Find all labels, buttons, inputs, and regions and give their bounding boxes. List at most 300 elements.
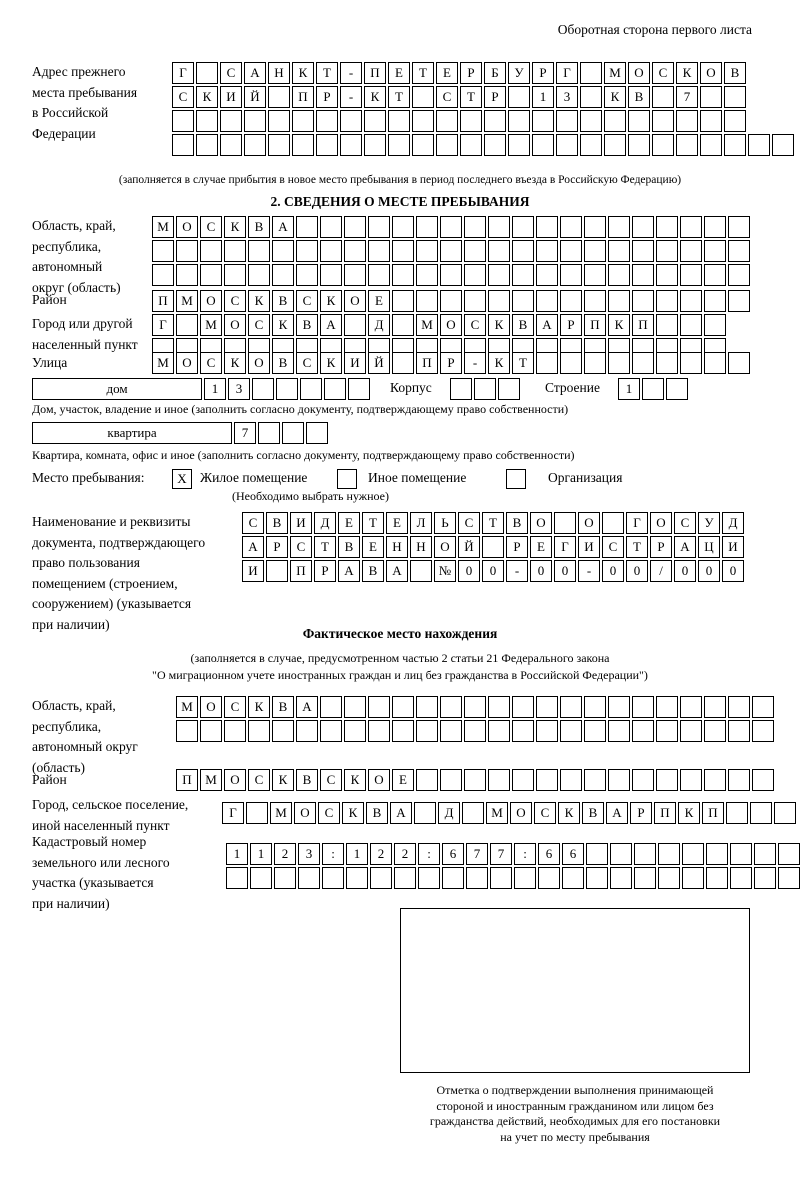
char-cell[interactable]: [176, 264, 198, 286]
char-cell[interactable]: [512, 290, 534, 312]
char-cell[interactable]: С: [224, 696, 246, 718]
char-cell[interactable]: [604, 134, 626, 156]
char-cell[interactable]: М: [200, 769, 222, 791]
char-cell[interactable]: [536, 769, 558, 791]
char-cell[interactable]: [364, 110, 386, 132]
char-cell[interactable]: [440, 769, 462, 791]
char-cell[interactable]: [440, 290, 462, 312]
char-cell[interactable]: О: [650, 512, 672, 534]
char-cell[interactable]: [656, 314, 678, 336]
char-cell[interactable]: К: [342, 802, 364, 824]
char-cell[interactable]: С: [318, 802, 340, 824]
char-cell[interactable]: [580, 62, 602, 84]
char-cell[interactable]: [656, 769, 678, 791]
char-cell[interactable]: [652, 134, 674, 156]
char-cell[interactable]: [752, 769, 774, 791]
char-cell[interactable]: [416, 240, 438, 262]
char-cell[interactable]: [296, 720, 318, 742]
char-cell[interactable]: [584, 720, 606, 742]
char-cell[interactable]: [498, 378, 520, 400]
char-cell[interactable]: П: [290, 560, 312, 582]
char-cell[interactable]: [700, 110, 722, 132]
char-cell[interactable]: [652, 86, 674, 108]
char-cell[interactable]: [368, 216, 390, 238]
char-cell[interactable]: 0: [530, 560, 552, 582]
char-cell[interactable]: Й: [368, 352, 390, 374]
char-cell[interactable]: [652, 110, 674, 132]
char-cell[interactable]: [224, 240, 246, 262]
char-cell[interactable]: [658, 843, 680, 865]
char-cell[interactable]: О: [440, 314, 462, 336]
char-cell[interactable]: [680, 696, 702, 718]
char-cell[interactable]: [512, 240, 534, 262]
char-cell[interactable]: [436, 110, 458, 132]
street-grid[interactable]: [152, 352, 752, 376]
char-cell[interactable]: -: [340, 62, 362, 84]
char-cell[interactable]: М: [152, 216, 174, 238]
char-cell[interactable]: Г: [152, 314, 174, 336]
char-cell[interactable]: [562, 867, 584, 889]
char-cell[interactable]: Е: [530, 536, 552, 558]
char-cell[interactable]: [580, 110, 602, 132]
char-cell[interactable]: П: [176, 769, 198, 791]
stamp-box[interactable]: [400, 908, 750, 1073]
char-cell[interactable]: 1: [532, 86, 554, 108]
char-cell[interactable]: [316, 134, 338, 156]
char-cell[interactable]: [176, 314, 198, 336]
char-cell[interactable]: [224, 720, 246, 742]
char-cell[interactable]: [724, 134, 746, 156]
char-cell[interactable]: Р: [630, 802, 652, 824]
char-cell[interactable]: [268, 134, 290, 156]
char-cell[interactable]: [344, 720, 366, 742]
char-cell[interactable]: [246, 802, 268, 824]
char-cell[interactable]: [244, 134, 266, 156]
char-cell[interactable]: Р: [484, 86, 506, 108]
char-cell[interactable]: [248, 240, 270, 262]
char-cell[interactable]: [608, 264, 630, 286]
char-cell[interactable]: Г: [172, 62, 194, 84]
char-cell[interactable]: [704, 352, 726, 374]
char-cell[interactable]: [610, 867, 632, 889]
char-cell[interactable]: [706, 867, 728, 889]
char-cell[interactable]: [482, 536, 504, 558]
char-cell[interactable]: 0: [674, 560, 696, 582]
char-cell[interactable]: В: [512, 314, 534, 336]
char-cell[interactable]: [656, 720, 678, 742]
char-cell[interactable]: [412, 134, 434, 156]
char-cell[interactable]: [440, 216, 462, 238]
char-cell[interactable]: 0: [602, 560, 624, 582]
char-cell[interactable]: [656, 696, 678, 718]
char-cell[interactable]: [462, 802, 484, 824]
char-cell[interactable]: 2: [274, 843, 296, 865]
char-cell[interactable]: 0: [626, 560, 648, 582]
char-cell[interactable]: [730, 867, 752, 889]
char-cell[interactable]: [584, 352, 606, 374]
char-cell[interactable]: [632, 352, 654, 374]
char-cell[interactable]: С: [464, 314, 486, 336]
char-cell[interactable]: С: [290, 536, 312, 558]
char-cell[interactable]: [488, 696, 510, 718]
char-cell[interactable]: 6: [562, 843, 584, 865]
char-cell[interactable]: С: [296, 290, 318, 312]
char-cell[interactable]: [176, 240, 198, 262]
char-cell[interactable]: [464, 769, 486, 791]
char-cell[interactable]: Ь: [434, 512, 456, 534]
char-cell[interactable]: [268, 110, 290, 132]
char-cell[interactable]: [724, 110, 746, 132]
char-cell[interactable]: [412, 86, 434, 108]
char-cell[interactable]: С: [534, 802, 556, 824]
char-cell[interactable]: В: [272, 696, 294, 718]
char-cell[interactable]: [306, 422, 328, 444]
char-cell[interactable]: [388, 110, 410, 132]
char-cell[interactable]: 1: [618, 378, 640, 400]
char-cell[interactable]: [488, 216, 510, 238]
char-cell[interactable]: [440, 240, 462, 262]
char-cell[interactable]: А: [338, 560, 360, 582]
char-cell[interactable]: О: [510, 802, 532, 824]
char-cell[interactable]: С: [200, 352, 222, 374]
char-cell[interactable]: [628, 110, 650, 132]
char-cell[interactable]: Д: [314, 512, 336, 534]
char-cell[interactable]: Д: [722, 512, 744, 534]
char-cell[interactable]: И: [242, 560, 264, 582]
char-cell[interactable]: А: [390, 802, 412, 824]
char-cell[interactable]: О: [578, 512, 600, 534]
char-cell[interactable]: [298, 867, 320, 889]
char-cell[interactable]: [274, 867, 296, 889]
char-cell[interactable]: [586, 867, 608, 889]
char-cell[interactable]: Е: [392, 769, 414, 791]
char-cell[interactable]: В: [506, 512, 528, 534]
char-cell[interactable]: [368, 264, 390, 286]
char-cell[interactable]: П: [152, 290, 174, 312]
char-cell[interactable]: О: [530, 512, 552, 534]
char-cell[interactable]: С: [602, 536, 624, 558]
char-cell[interactable]: [392, 264, 414, 286]
char-cell[interactable]: [754, 867, 776, 889]
char-cell[interactable]: [536, 264, 558, 286]
char-cell[interactable]: О: [368, 769, 390, 791]
char-cell[interactable]: А: [320, 314, 342, 336]
char-cell[interactable]: [418, 867, 440, 889]
char-cell[interactable]: [416, 290, 438, 312]
char-cell[interactable]: [172, 110, 194, 132]
actual-city-grid[interactable]: [222, 802, 798, 826]
char-cell[interactable]: [344, 696, 366, 718]
actual-district-grid[interactable]: [176, 769, 776, 793]
char-cell[interactable]: [152, 240, 174, 262]
char-cell[interactable]: [344, 264, 366, 286]
char-cell[interactable]: О: [200, 290, 222, 312]
char-cell[interactable]: [656, 352, 678, 374]
char-cell[interactable]: С: [242, 512, 264, 534]
char-cell[interactable]: -: [340, 86, 362, 108]
char-cell[interactable]: [536, 216, 558, 238]
char-cell[interactable]: [512, 264, 534, 286]
char-cell[interactable]: Т: [512, 352, 534, 374]
char-cell[interactable]: К: [488, 314, 510, 336]
char-cell[interactable]: Т: [626, 536, 648, 558]
char-cell[interactable]: [416, 769, 438, 791]
char-cell[interactable]: [608, 769, 630, 791]
char-cell[interactable]: [632, 720, 654, 742]
char-cell[interactable]: Ц: [698, 536, 720, 558]
char-cell[interactable]: [488, 720, 510, 742]
char-cell[interactable]: [728, 352, 750, 374]
char-cell[interactable]: Р: [650, 536, 672, 558]
char-cell[interactable]: [728, 769, 750, 791]
char-cell[interactable]: [410, 560, 432, 582]
char-cell[interactable]: [680, 240, 702, 262]
char-cell[interactable]: [602, 512, 624, 534]
char-cell[interactable]: [580, 134, 602, 156]
char-cell[interactable]: [340, 110, 362, 132]
char-cell[interactable]: [632, 264, 654, 286]
char-cell[interactable]: [512, 720, 534, 742]
char-cell[interactable]: Н: [386, 536, 408, 558]
char-cell[interactable]: А: [674, 536, 696, 558]
char-cell[interactable]: [584, 216, 606, 238]
char-cell[interactable]: [536, 290, 558, 312]
char-cell[interactable]: [632, 769, 654, 791]
char-cell[interactable]: С: [220, 62, 242, 84]
char-cell[interactable]: [700, 86, 722, 108]
char-cell[interactable]: [512, 769, 534, 791]
char-cell[interactable]: [556, 134, 578, 156]
char-cell[interactable]: 6: [538, 843, 560, 865]
char-cell[interactable]: Р: [440, 352, 462, 374]
char-cell[interactable]: [538, 867, 560, 889]
char-cell[interactable]: В: [628, 86, 650, 108]
char-cell[interactable]: Л: [410, 512, 432, 534]
char-cell[interactable]: [728, 290, 750, 312]
char-cell[interactable]: С: [674, 512, 696, 534]
char-cell[interactable]: -: [578, 560, 600, 582]
char-cell[interactable]: О: [434, 536, 456, 558]
char-cell[interactable]: А: [242, 536, 264, 558]
char-cell[interactable]: К: [224, 216, 246, 238]
char-cell[interactable]: [226, 867, 248, 889]
char-cell[interactable]: Т: [316, 62, 338, 84]
char-cell[interactable]: [632, 216, 654, 238]
char-cell[interactable]: 0: [458, 560, 480, 582]
char-cell[interactable]: [752, 696, 774, 718]
char-cell[interactable]: [436, 134, 458, 156]
char-cell[interactable]: [604, 110, 626, 132]
char-cell[interactable]: [176, 720, 198, 742]
flat-grid[interactable]: [234, 422, 330, 446]
char-cell[interactable]: Т: [460, 86, 482, 108]
char-cell[interactable]: Й: [244, 86, 266, 108]
char-cell[interactable]: У: [698, 512, 720, 534]
char-cell[interactable]: К: [320, 290, 342, 312]
char-cell[interactable]: О: [176, 216, 198, 238]
char-cell[interactable]: [464, 216, 486, 238]
char-cell[interactable]: [656, 264, 678, 286]
char-cell[interactable]: №: [434, 560, 456, 582]
char-cell[interactable]: П: [632, 314, 654, 336]
char-cell[interactable]: М: [176, 290, 198, 312]
char-cell[interactable]: [266, 560, 288, 582]
char-cell[interactable]: [632, 240, 654, 262]
char-cell[interactable]: [778, 843, 800, 865]
char-cell[interactable]: [704, 314, 726, 336]
char-cell[interactable]: 0: [554, 560, 576, 582]
char-cell[interactable]: [560, 720, 582, 742]
char-cell[interactable]: [680, 290, 702, 312]
char-cell[interactable]: [560, 696, 582, 718]
char-cell[interactable]: [200, 264, 222, 286]
char-cell[interactable]: [368, 696, 390, 718]
char-cell[interactable]: Е: [386, 512, 408, 534]
char-cell[interactable]: [632, 696, 654, 718]
char-cell[interactable]: П: [364, 62, 386, 84]
char-cell[interactable]: [512, 696, 534, 718]
char-cell[interactable]: С: [458, 512, 480, 534]
char-cell[interactable]: 1: [226, 843, 248, 865]
char-cell[interactable]: [586, 843, 608, 865]
cadastral-grid[interactable]: [226, 843, 800, 891]
char-cell[interactable]: Г: [556, 62, 578, 84]
char-cell[interactable]: [340, 134, 362, 156]
char-cell[interactable]: П: [292, 86, 314, 108]
char-cell[interactable]: [250, 867, 272, 889]
char-cell[interactable]: [556, 110, 578, 132]
char-cell[interactable]: [370, 867, 392, 889]
char-cell[interactable]: Г: [626, 512, 648, 534]
house-grid[interactable]: [204, 378, 372, 402]
char-cell[interactable]: 1: [346, 843, 368, 865]
char-cell[interactable]: [536, 696, 558, 718]
char-cell[interactable]: [680, 352, 702, 374]
char-cell[interactable]: И: [578, 536, 600, 558]
char-cell[interactable]: В: [296, 314, 318, 336]
char-cell[interactable]: [680, 314, 702, 336]
char-cell[interactable]: В: [272, 352, 294, 374]
char-cell[interactable]: Г: [554, 536, 576, 558]
char-cell[interactable]: -: [506, 560, 528, 582]
char-cell[interactable]: 2: [370, 843, 392, 865]
char-cell[interactable]: Е: [368, 290, 390, 312]
char-cell[interactable]: С: [320, 769, 342, 791]
char-cell[interactable]: [682, 867, 704, 889]
char-cell[interactable]: [344, 240, 366, 262]
char-cell[interactable]: [344, 216, 366, 238]
char-cell[interactable]: Т: [362, 512, 384, 534]
char-cell[interactable]: [460, 134, 482, 156]
char-cell[interactable]: [464, 264, 486, 286]
char-cell[interactable]: В: [582, 802, 604, 824]
char-cell[interactable]: [726, 802, 748, 824]
char-cell[interactable]: 3: [228, 378, 250, 400]
char-cell[interactable]: [704, 769, 726, 791]
char-cell[interactable]: С: [248, 769, 270, 791]
char-cell[interactable]: С: [224, 290, 246, 312]
char-cell[interactable]: [682, 843, 704, 865]
char-cell[interactable]: [464, 290, 486, 312]
char-cell[interactable]: С: [172, 86, 194, 108]
char-cell[interactable]: В: [338, 536, 360, 558]
char-cell[interactable]: [608, 696, 630, 718]
char-cell[interactable]: Д: [438, 802, 460, 824]
char-cell[interactable]: 2: [394, 843, 416, 865]
char-cell[interactable]: В: [248, 216, 270, 238]
char-cell[interactable]: Р: [316, 86, 338, 108]
char-cell[interactable]: [248, 720, 270, 742]
char-cell[interactable]: О: [200, 696, 222, 718]
char-cell[interactable]: [704, 720, 726, 742]
char-cell[interactable]: [320, 720, 342, 742]
char-cell[interactable]: [316, 110, 338, 132]
actual-region-grid[interactable]: [176, 696, 776, 744]
char-cell[interactable]: [296, 264, 318, 286]
char-cell[interactable]: [440, 264, 462, 286]
char-cell[interactable]: [560, 769, 582, 791]
char-cell[interactable]: [532, 134, 554, 156]
char-cell[interactable]: 0: [482, 560, 504, 582]
char-cell[interactable]: :: [514, 843, 536, 865]
char-cell[interactable]: [464, 696, 486, 718]
place-type-option1-checkbox[interactable]: X: [172, 469, 192, 489]
char-cell[interactable]: [392, 352, 414, 374]
char-cell[interactable]: [634, 843, 656, 865]
char-cell[interactable]: [324, 378, 346, 400]
char-cell[interactable]: [200, 720, 222, 742]
char-cell[interactable]: Р: [314, 560, 336, 582]
char-cell[interactable]: [680, 720, 702, 742]
char-cell[interactable]: 0: [722, 560, 744, 582]
char-cell[interactable]: [632, 290, 654, 312]
char-cell[interactable]: [416, 720, 438, 742]
char-cell[interactable]: [474, 378, 496, 400]
char-cell[interactable]: -: [464, 352, 486, 374]
char-cell[interactable]: [196, 110, 218, 132]
char-cell[interactable]: [276, 378, 298, 400]
char-cell[interactable]: [658, 867, 680, 889]
char-cell[interactable]: П: [584, 314, 606, 336]
char-cell[interactable]: [224, 264, 246, 286]
region-grid[interactable]: [152, 216, 752, 288]
char-cell[interactable]: [490, 867, 512, 889]
char-cell[interactable]: К: [320, 352, 342, 374]
district-grid[interactable]: [152, 290, 752, 314]
char-cell[interactable]: [416, 216, 438, 238]
char-cell[interactable]: [724, 86, 746, 108]
char-cell[interactable]: 3: [556, 86, 578, 108]
char-cell[interactable]: [152, 264, 174, 286]
char-cell[interactable]: К: [608, 314, 630, 336]
char-cell[interactable]: О: [224, 314, 246, 336]
char-cell[interactable]: Р: [560, 314, 582, 336]
char-cell[interactable]: [560, 264, 582, 286]
char-cell[interactable]: [666, 378, 688, 400]
char-cell[interactable]: И: [290, 512, 312, 534]
char-cell[interactable]: [728, 696, 750, 718]
char-cell[interactable]: [532, 110, 554, 132]
char-cell[interactable]: [292, 134, 314, 156]
char-cell[interactable]: [508, 86, 530, 108]
char-cell[interactable]: О: [224, 769, 246, 791]
char-cell[interactable]: О: [248, 352, 270, 374]
char-cell[interactable]: [608, 720, 630, 742]
char-cell[interactable]: [416, 696, 438, 718]
char-cell[interactable]: 6: [442, 843, 464, 865]
char-cell[interactable]: [676, 134, 698, 156]
char-cell[interactable]: [628, 134, 650, 156]
